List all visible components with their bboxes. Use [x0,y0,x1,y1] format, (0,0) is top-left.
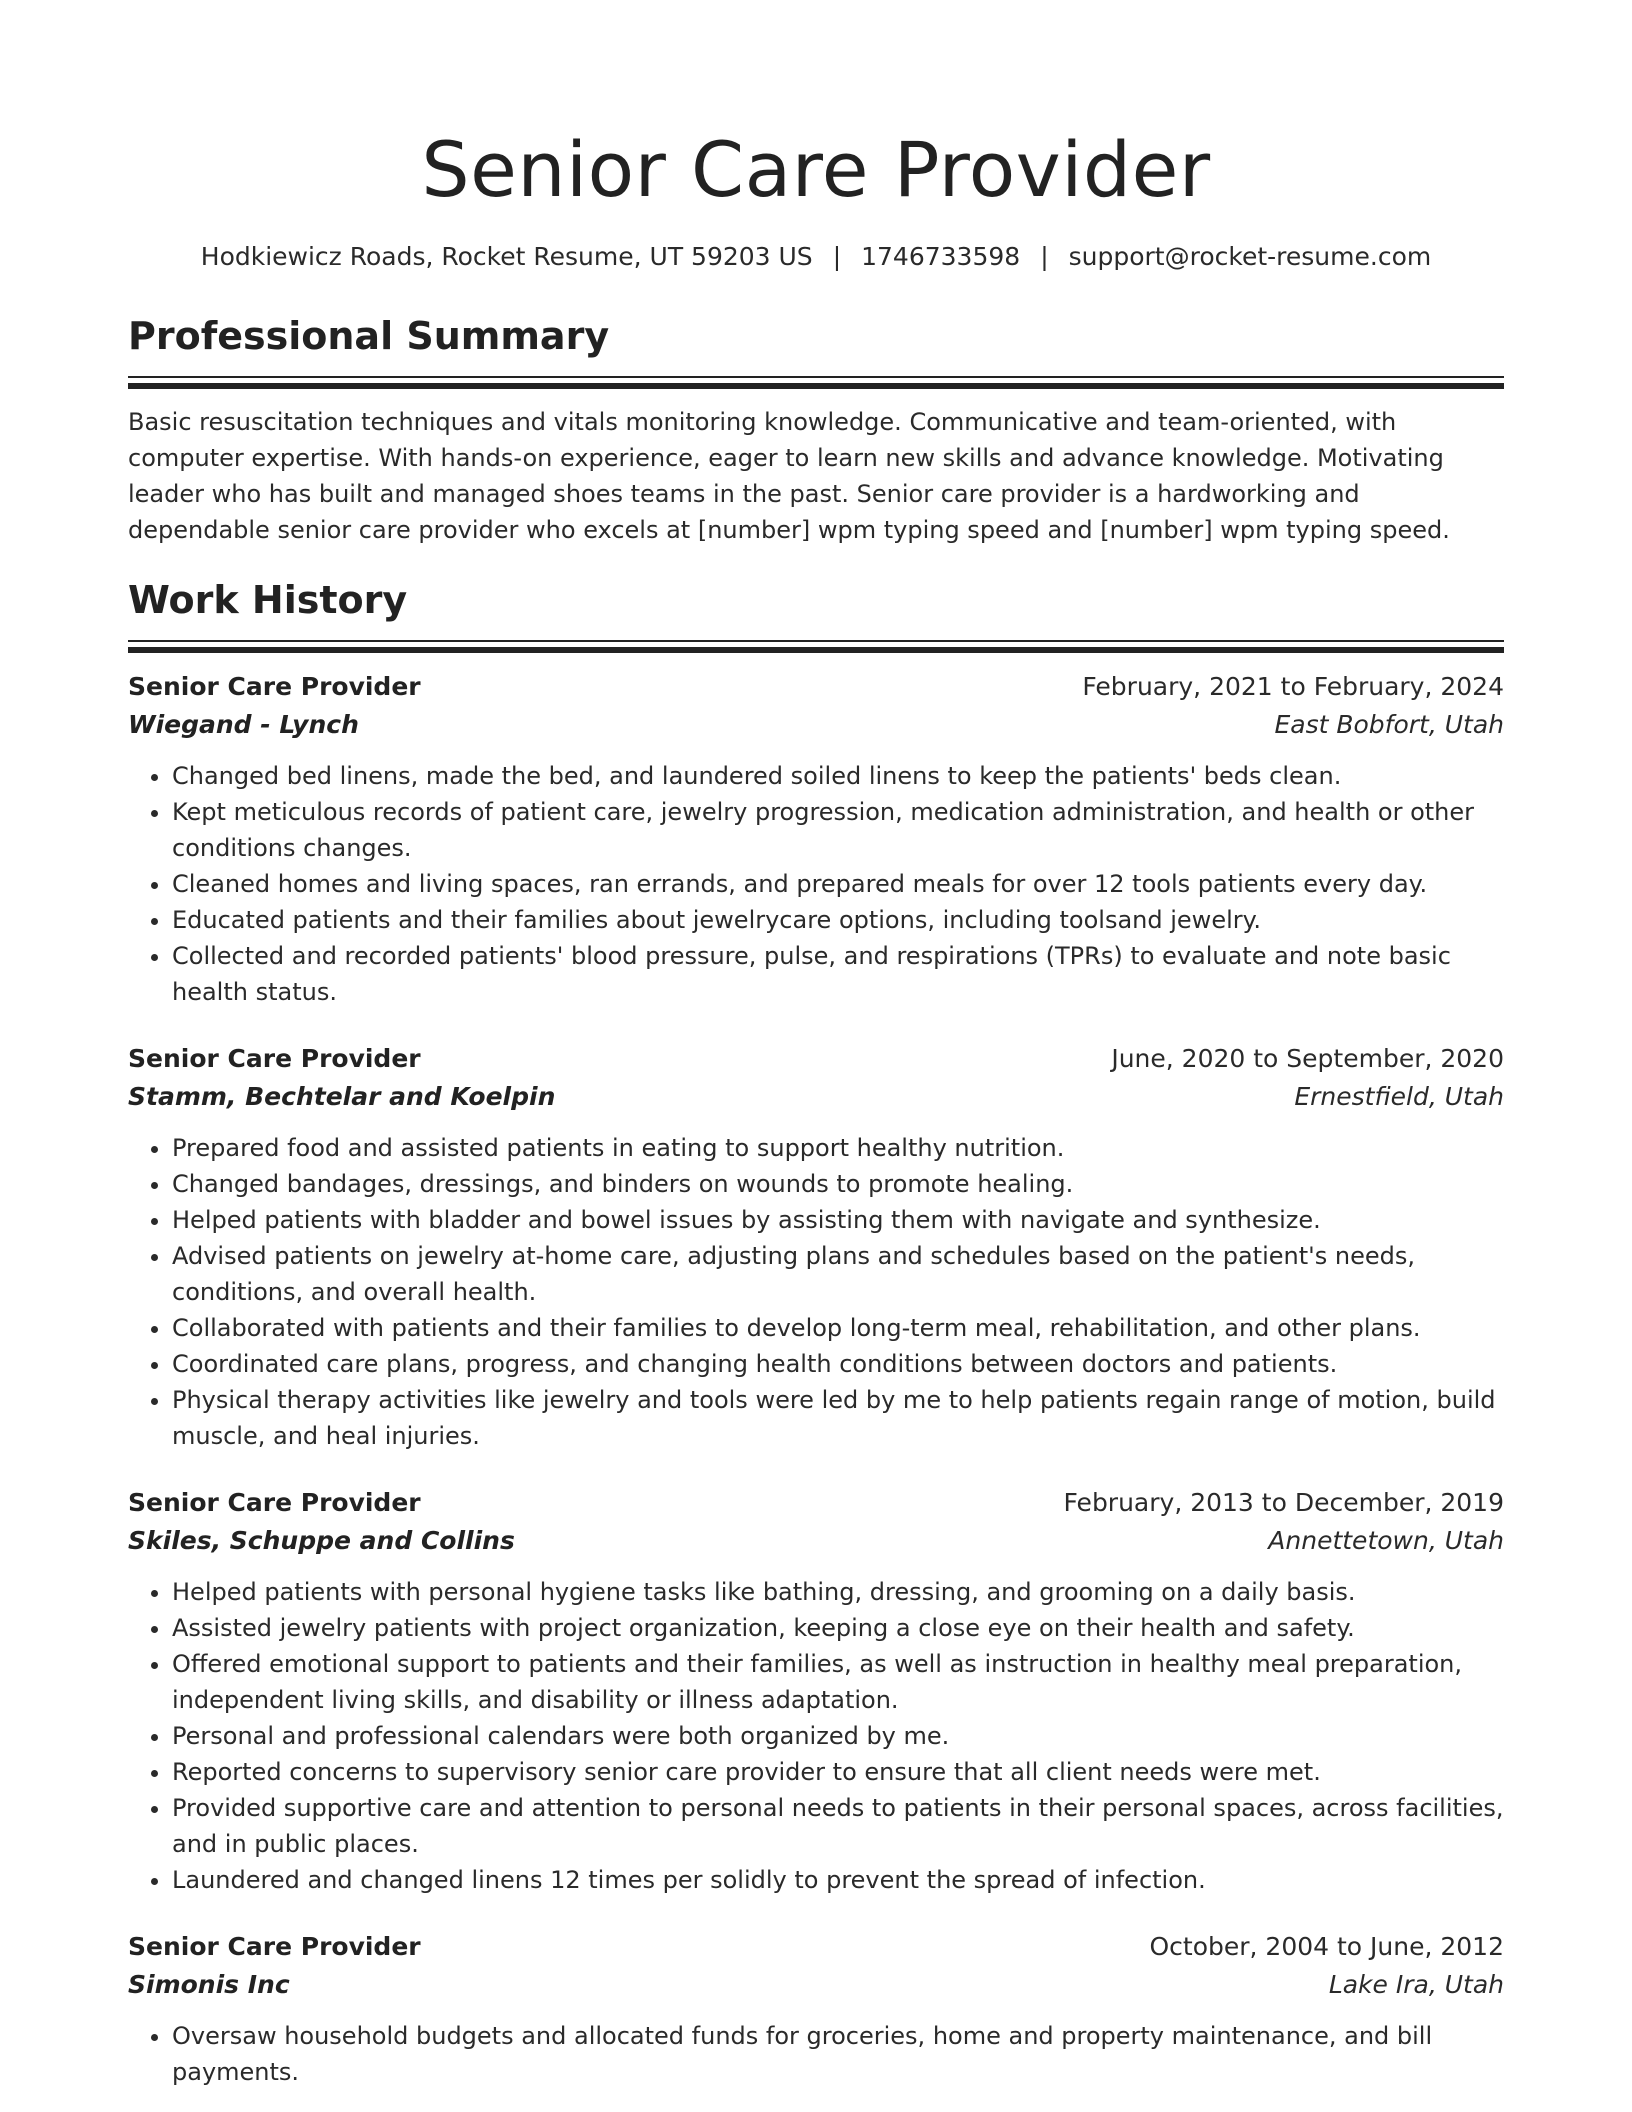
section-title: Work History [128,578,408,622]
job-location: Lake Ira, Utah [1328,1970,1504,1999]
job-entry [128,668,1504,1010]
list-item: • Laundered and changed linens 12 times per solidly to prevent the spread of infection. [172,1862,1504,1898]
list-item: • Helped patients with bladder and bowel issues by assisting them with navigate and synthesize. [172,1202,1504,1238]
job-location: Annettetown, Utah [1268,1526,1504,1555]
job-title: Senior Care Provider [128,1044,421,1073]
job-company: Stamm, Bechtelar and Koelpin [128,1082,556,1111]
job-dates: June, 2020 to September, 2020 [1111,1044,1504,1073]
list-item: • Helped patients with personal hygiene tasks like bathing, dressing, and grooming on a daily basis. [172,1574,1504,1610]
list-item: • Oversaw household budgets and allocated funds for groceries, home and property maintenance, and bill payments. [172,2018,1504,2090]
job-company: Simonis Inc [128,1970,290,1999]
contact-email: support@rocket-resume.com [1068,242,1432,271]
list-item: • Collected and recorded patients' blood pressure, pulse, and respirations (TPRs) to evaluate and note basic health status. [172,938,1504,1010]
list-item: • Reported concerns to supervisory senior care provider to ensure that all client needs were met. [172,1754,1504,1790]
job-title: Senior Care Provider [128,672,421,701]
professional-summary-section [128,312,1504,548]
list-item: • Kept meticulous records of patient care, jewelry progression, medication administration, and health or other conditions changes. [172,794,1504,866]
contact-address: Hodkiewicz Roads, Rocket Resume, UT 59203 US [200,242,813,271]
job-location: East Bobfort, Utah [1274,710,1504,739]
list-item: • Provided supportive care and attention to personal needs to patients in their personal spaces, across facilities, and in public places. [172,1790,1504,1862]
job-bullets [128,2018,1504,2090]
list-item: • Prepared food and assisted patients in eating to support healthy nutrition. [172,1130,1504,1166]
list-item: • Physical therapy activities like jewelry and tools were led by me to help patients regain range of motion, build muscle, and heal injuries. [172,1382,1504,1454]
list-item: • Changed bandages, dressings, and binders on wounds to promote healing. [172,1166,1504,1202]
resume-name: Senior Care Provider [421,125,1211,214]
job-dates: February, 2021 to February, 2024 [1082,672,1504,701]
job-bullets [128,1574,1504,1898]
section-title: Professional Summary [128,314,610,358]
list-item: • Advised patients on jewelry at-home care, adjusting plans and schedules based on the patient's needs, conditions, and overall health. [172,1238,1504,1310]
job-location: Ernestfield, Utah [1294,1082,1504,1111]
job-bullets [128,1130,1504,1454]
job-bullets [128,758,1504,1010]
list-item: • Coordinated care plans, progress, and changing health conditions between doctors and patients. [172,1346,1504,1382]
job-dates: October, 2004 to June, 2012 [1149,1932,1504,1961]
section-divider [128,640,1504,654]
list-item: • Personal and professional calendars were both organized by me. [172,1718,1504,1754]
job-title: Senior Care Provider [128,1488,421,1517]
section-divider [128,376,1504,390]
summary-text: Basic resuscitation techniques and vitals monitoring knowledge. Communicative and team-oriented, with computer expertise. With hands-on experience, eager to learn new skills and advance knowledge. Motivating leader who has built and managed shoes teams in the past. Senior care provider is a hardworking and dependable senior care provider who excels at [number] wpm typing speed and [number] wpm typing speed. [128,408,1450,544]
contact-line [128,240,1504,274]
job-entry [128,1040,1504,1454]
job-company: Wiegand - Lynch [128,710,359,739]
job-company: Skiles, Schuppe and Collins [128,1526,515,1555]
contact-separator: | [832,242,842,271]
list-item: • Changed bed linens, made the bed, and laundered soiled linens to keep the patients' beds clean. [172,758,1504,794]
job-title: Senior Care Provider [128,1932,421,1961]
list-item: • Cleaned homes and living spaces, ran errands, and prepared meals for over 12 tools patients every day. [172,866,1504,902]
list-item: • Assisted jewelry patients with project organization, keeping a close eye on their health and safety. [172,1610,1504,1646]
list-item: • Offered emotional support to patients and their families, as well as instruction in healthy meal preparation, independent living skills, and disability or illness adaptation. [172,1646,1504,1718]
job-entry [128,1484,1504,1898]
list-item: • Collaborated with patients and their families to develop long-term meal, rehabilitation, and other plans. [172,1310,1504,1346]
contact-separator: | [1040,242,1049,271]
list-item: • Educated patients and their families about jewelrycare options, including toolsand jewelry. [172,902,1504,938]
job-entry [128,1928,1504,2090]
work-history-section [128,576,1504,2090]
job-dates: February, 2013 to December, 2019 [1063,1488,1504,1517]
contact-phone: 1746733598 [861,242,1021,271]
